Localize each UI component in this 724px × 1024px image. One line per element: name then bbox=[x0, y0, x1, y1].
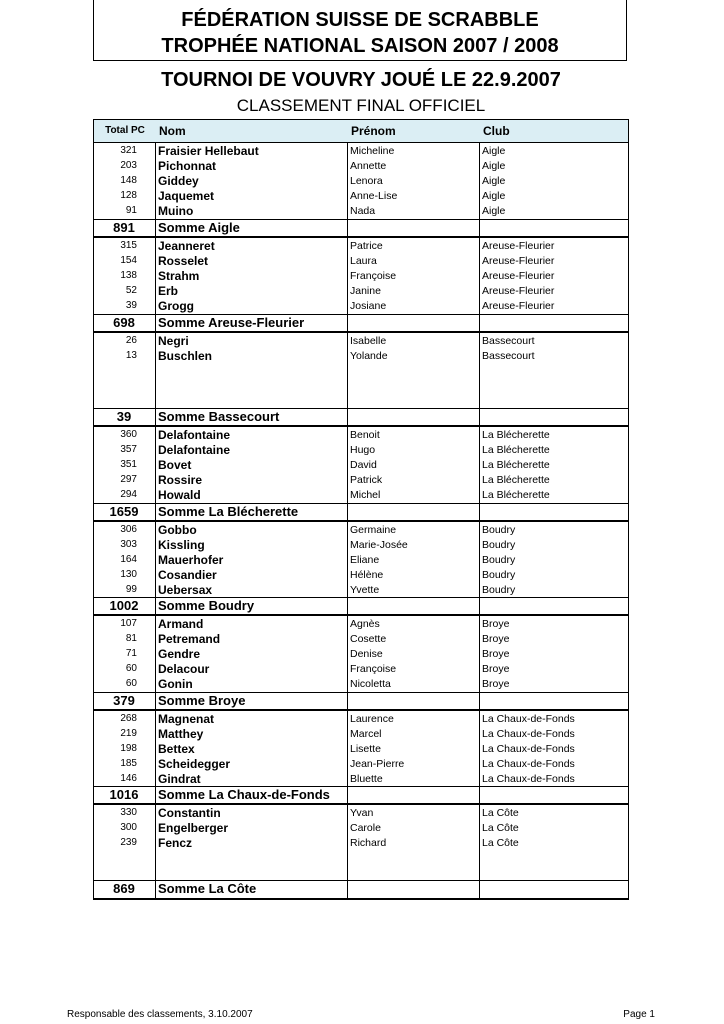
player-points: 91 bbox=[125, 205, 137, 216]
player-points: 321 bbox=[120, 145, 137, 156]
player-lastname: Buschlen bbox=[158, 349, 213, 363]
player-lastname: Jaquemet bbox=[158, 189, 215, 203]
trophy-title: TROPHÉE NATIONAL SAISON 2007 / 2008 bbox=[161, 35, 559, 57]
player-lastname: Mauerhofer bbox=[158, 553, 224, 567]
player-lastname: Strahm bbox=[158, 269, 200, 283]
club-total-label: Somme La Côte bbox=[158, 881, 257, 896]
player-club: Broye bbox=[482, 648, 510, 660]
player-club: La Chaux-de-Fonds bbox=[482, 728, 575, 740]
player-points: 99 bbox=[125, 584, 137, 595]
club-total-points: 698 bbox=[113, 315, 135, 330]
club-total-label: Somme Areuse-Fleurier bbox=[158, 315, 305, 330]
player-points: 185 bbox=[120, 758, 137, 769]
player-lastname: Grogg bbox=[158, 299, 194, 313]
player-lastname: Bettex bbox=[158, 742, 195, 756]
player-firstname: Hugo bbox=[350, 444, 376, 456]
player-lastname: Petremand bbox=[158, 632, 221, 646]
player-points: 351 bbox=[120, 459, 137, 470]
player-lastname: Howald bbox=[158, 488, 201, 502]
player-firstname: Laurence bbox=[350, 713, 394, 725]
club-total-row bbox=[93, 597, 629, 615]
player-club: La Côte bbox=[482, 837, 519, 849]
player-firstname: Marie-Josée bbox=[350, 539, 408, 551]
table-row bbox=[93, 189, 629, 204]
table-row bbox=[93, 239, 629, 254]
player-firstname: Josiane bbox=[350, 300, 387, 312]
player-club: Broye bbox=[482, 678, 510, 690]
player-lastname: Rossire bbox=[158, 473, 203, 487]
player-points: 303 bbox=[120, 539, 137, 550]
player-firstname: Richard bbox=[350, 837, 387, 849]
player-lastname: Giddey bbox=[158, 174, 199, 188]
player-club: Boudry bbox=[482, 569, 516, 581]
player-lastname: Fraisier Hellebaut bbox=[158, 144, 259, 158]
player-lastname: Cosandier bbox=[158, 568, 217, 582]
player-club: Aigle bbox=[482, 205, 506, 217]
player-firstname: Yvan bbox=[350, 807, 374, 819]
player-points: 360 bbox=[120, 429, 137, 440]
player-club: Aigle bbox=[482, 160, 506, 172]
table-border-bottom bbox=[93, 898, 629, 900]
player-firstname: Micheline bbox=[350, 145, 395, 157]
player-points: 71 bbox=[125, 648, 137, 659]
player-firstname: Denise bbox=[350, 648, 383, 660]
table-row bbox=[93, 349, 629, 364]
table-row bbox=[93, 583, 629, 598]
player-firstname: Michel bbox=[350, 489, 381, 501]
player-club: Boudry bbox=[482, 524, 516, 536]
player-points: 39 bbox=[125, 300, 137, 311]
player-club: Aigle bbox=[482, 145, 506, 157]
player-club: Boudry bbox=[482, 554, 516, 566]
player-lastname: Gonin bbox=[158, 677, 193, 691]
player-club: La Chaux-de-Fonds bbox=[482, 773, 575, 785]
player-lastname: Bovet bbox=[158, 458, 192, 472]
player-club: La Blécherette bbox=[482, 429, 550, 441]
player-points: 148 bbox=[120, 175, 137, 186]
player-club: Broye bbox=[482, 633, 510, 645]
player-lastname: Uebersax bbox=[158, 583, 213, 597]
player-lastname: Erb bbox=[158, 284, 179, 298]
player-points: 52 bbox=[125, 285, 137, 296]
player-lastname: Engelberger bbox=[158, 821, 229, 835]
player-points: 315 bbox=[120, 240, 137, 251]
player-club: Bassecourt bbox=[482, 350, 535, 362]
player-points: 60 bbox=[125, 678, 137, 689]
player-points: 13 bbox=[125, 350, 137, 361]
club-total-row bbox=[93, 503, 629, 521]
col-header-nom: Nom bbox=[159, 124, 186, 138]
club-total-label: Somme Bassecourt bbox=[158, 409, 280, 424]
player-lastname: Negri bbox=[158, 334, 189, 348]
player-firstname: Yvette bbox=[350, 584, 380, 596]
club-total-label: Somme Boudry bbox=[158, 598, 255, 613]
table-row bbox=[93, 727, 629, 742]
player-points: 107 bbox=[120, 618, 137, 629]
club-total-points: 39 bbox=[116, 409, 132, 424]
club-total-row bbox=[93, 692, 629, 710]
player-lastname: Jeanneret bbox=[158, 239, 215, 253]
table-row bbox=[93, 742, 629, 757]
table-row bbox=[93, 458, 629, 473]
player-club: Areuse-Fleurier bbox=[482, 270, 555, 282]
player-firstname: Patrick bbox=[350, 474, 383, 486]
player-firstname: Eliane bbox=[350, 554, 380, 566]
player-points: 60 bbox=[125, 663, 137, 674]
table-row bbox=[93, 806, 629, 821]
player-firstname: Isabelle bbox=[350, 335, 387, 347]
player-firstname: Janine bbox=[350, 285, 381, 297]
player-firstname: Hélène bbox=[350, 569, 384, 581]
player-lastname: Fencz bbox=[158, 836, 193, 850]
player-firstname: Cosette bbox=[350, 633, 387, 645]
table-row bbox=[93, 712, 629, 727]
table-row bbox=[93, 334, 629, 349]
player-club: La Chaux-de-Fonds bbox=[482, 758, 575, 770]
player-club: Broye bbox=[482, 618, 510, 630]
table-row bbox=[93, 662, 629, 677]
table-row bbox=[93, 538, 629, 553]
player-club: La Côte bbox=[482, 822, 519, 834]
player-firstname: Françoise bbox=[350, 270, 397, 282]
row-divider bbox=[93, 520, 629, 522]
player-club: Broye bbox=[482, 663, 510, 675]
table-row bbox=[93, 757, 629, 772]
player-points: 203 bbox=[120, 160, 137, 171]
footer-responsible: Responsable des classements, 3.10.2007 bbox=[67, 1009, 253, 1020]
club-total-points: 1659 bbox=[109, 504, 139, 519]
ranking-table bbox=[93, 119, 629, 900]
club-total-row bbox=[93, 786, 629, 804]
federation-title: FÉDÉRATION SUISSE DE SCRABBLE bbox=[181, 9, 539, 31]
player-points: 81 bbox=[125, 633, 137, 644]
club-total-points: 379 bbox=[113, 693, 135, 708]
player-lastname: Gindrat bbox=[158, 772, 201, 786]
player-lastname: Matthey bbox=[158, 727, 204, 741]
table-row bbox=[93, 284, 629, 299]
club-total-row bbox=[93, 314, 629, 332]
table-row bbox=[93, 428, 629, 443]
player-club: La Chaux-de-Fonds bbox=[482, 713, 575, 725]
player-points: 357 bbox=[120, 444, 137, 455]
player-club: Bassecourt bbox=[482, 335, 535, 347]
footer-page-number: Page 1 bbox=[623, 1009, 655, 1020]
club-total-row bbox=[93, 219, 629, 237]
player-firstname: Nada bbox=[350, 205, 376, 217]
table-row bbox=[93, 568, 629, 583]
table-row bbox=[93, 553, 629, 568]
table-row bbox=[93, 632, 629, 647]
player-points: 154 bbox=[120, 255, 137, 266]
player-lastname: Muino bbox=[158, 204, 194, 218]
player-points: 26 bbox=[125, 335, 137, 346]
ranking-subtitle: CLASSEMENT FINAL OFFICIEL bbox=[236, 96, 486, 115]
player-firstname: Germaine bbox=[350, 524, 397, 536]
col-header-club: Club bbox=[483, 124, 510, 138]
table-row bbox=[93, 299, 629, 314]
table-row bbox=[93, 254, 629, 269]
table-row bbox=[93, 617, 629, 632]
table-row bbox=[93, 772, 629, 787]
row-divider bbox=[93, 425, 629, 427]
player-club: Boudry bbox=[482, 539, 516, 551]
player-firstname: Jean-Pierre bbox=[350, 758, 405, 770]
club-total-points: 891 bbox=[113, 220, 135, 235]
player-firstname: Marcel bbox=[350, 728, 382, 740]
player-firstname: Laura bbox=[350, 255, 377, 267]
row-divider bbox=[93, 614, 629, 616]
player-club: La Côte bbox=[482, 807, 519, 819]
player-firstname: Benoit bbox=[350, 429, 380, 441]
player-lastname: Scheidegger bbox=[158, 757, 231, 771]
player-club: Aigle bbox=[482, 190, 506, 202]
club-total-row bbox=[93, 880, 629, 898]
player-club: Areuse-Fleurier bbox=[482, 285, 555, 297]
row-divider bbox=[93, 709, 629, 711]
header-box bbox=[93, 0, 627, 61]
player-lastname: Rosselet bbox=[158, 254, 209, 268]
player-lastname: Delacour bbox=[158, 662, 210, 676]
club-total-label: Somme La Chaux-de-Fonds bbox=[158, 787, 330, 802]
table-row bbox=[93, 269, 629, 284]
player-lastname: Pichonnat bbox=[158, 159, 217, 173]
col-header-prenom: Prénom bbox=[351, 124, 396, 138]
player-firstname: Nicoletta bbox=[350, 678, 391, 690]
tournament-title: TOURNOI DE VOUVRY JOUÉ LE 22.9.2007 bbox=[161, 69, 561, 91]
table-row bbox=[93, 204, 629, 219]
row-divider bbox=[93, 803, 629, 805]
player-club: Areuse-Fleurier bbox=[482, 240, 555, 252]
player-points: 146 bbox=[120, 773, 137, 784]
player-firstname: Françoise bbox=[350, 663, 397, 675]
row-divider bbox=[93, 236, 629, 238]
player-points: 219 bbox=[120, 728, 137, 739]
player-club: La Chaux-de-Fonds bbox=[482, 743, 575, 755]
player-points: 294 bbox=[120, 489, 137, 500]
player-firstname: Agnès bbox=[350, 618, 380, 630]
player-club: La Blécherette bbox=[482, 459, 550, 471]
player-lastname: Kissling bbox=[158, 538, 205, 552]
player-firstname: Anne-Lise bbox=[350, 190, 398, 202]
table-row bbox=[93, 821, 629, 836]
player-points: 268 bbox=[120, 713, 137, 724]
player-firstname: Bluette bbox=[350, 773, 383, 785]
table-row bbox=[93, 144, 629, 159]
player-points: 138 bbox=[120, 270, 137, 281]
player-points: 306 bbox=[120, 524, 137, 535]
row-divider bbox=[93, 331, 629, 333]
club-total-points: 1016 bbox=[109, 787, 139, 802]
player-firstname: Patrice bbox=[350, 240, 383, 252]
player-points: 297 bbox=[120, 474, 137, 485]
player-club: Boudry bbox=[482, 584, 516, 596]
table-header bbox=[93, 119, 629, 143]
club-total-row bbox=[93, 408, 629, 426]
player-lastname: Magnenat bbox=[158, 712, 215, 726]
table-row bbox=[93, 677, 629, 692]
player-club: Areuse-Fleurier bbox=[482, 255, 555, 267]
player-points: 198 bbox=[120, 743, 137, 754]
player-firstname: Carole bbox=[350, 822, 381, 834]
player-club: La Blécherette bbox=[482, 444, 550, 456]
player-firstname: Annette bbox=[350, 160, 387, 172]
player-lastname: Gendre bbox=[158, 647, 201, 661]
player-club: La Blécherette bbox=[482, 474, 550, 486]
club-total-label: Somme Broye bbox=[158, 693, 246, 708]
player-points: 128 bbox=[120, 190, 137, 201]
club-total-points: 869 bbox=[113, 881, 135, 896]
club-total-label: Somme Aigle bbox=[158, 220, 240, 235]
player-lastname: Delafontaine bbox=[158, 443, 231, 457]
player-points: 164 bbox=[120, 554, 137, 565]
table-row bbox=[93, 647, 629, 662]
player-points: 130 bbox=[120, 569, 137, 580]
table-row bbox=[93, 174, 629, 189]
table-row bbox=[93, 443, 629, 458]
player-lastname: Gobbo bbox=[158, 523, 197, 537]
player-lastname: Delafontaine bbox=[158, 428, 231, 442]
player-club: La Blécherette bbox=[482, 489, 550, 501]
player-points: 239 bbox=[120, 837, 137, 848]
player-points: 300 bbox=[120, 822, 137, 833]
player-lastname: Armand bbox=[158, 617, 204, 631]
player-lastname: Constantin bbox=[158, 806, 221, 820]
table-row bbox=[93, 473, 629, 488]
table-row bbox=[93, 836, 629, 851]
player-firstname: Lenora bbox=[350, 175, 383, 187]
player-club: Areuse-Fleurier bbox=[482, 300, 555, 312]
player-club: Aigle bbox=[482, 175, 506, 187]
club-total-points: 1002 bbox=[109, 598, 139, 613]
table-row bbox=[93, 523, 629, 538]
player-firstname: David bbox=[350, 459, 377, 471]
table-row bbox=[93, 159, 629, 174]
player-firstname: Yolande bbox=[350, 350, 388, 362]
table-row bbox=[93, 488, 629, 503]
col-header-total: Total PC bbox=[105, 125, 145, 136]
club-total-label: Somme La Blécherette bbox=[158, 504, 299, 519]
player-firstname: Lisette bbox=[350, 743, 381, 755]
player-points: 330 bbox=[120, 807, 137, 818]
